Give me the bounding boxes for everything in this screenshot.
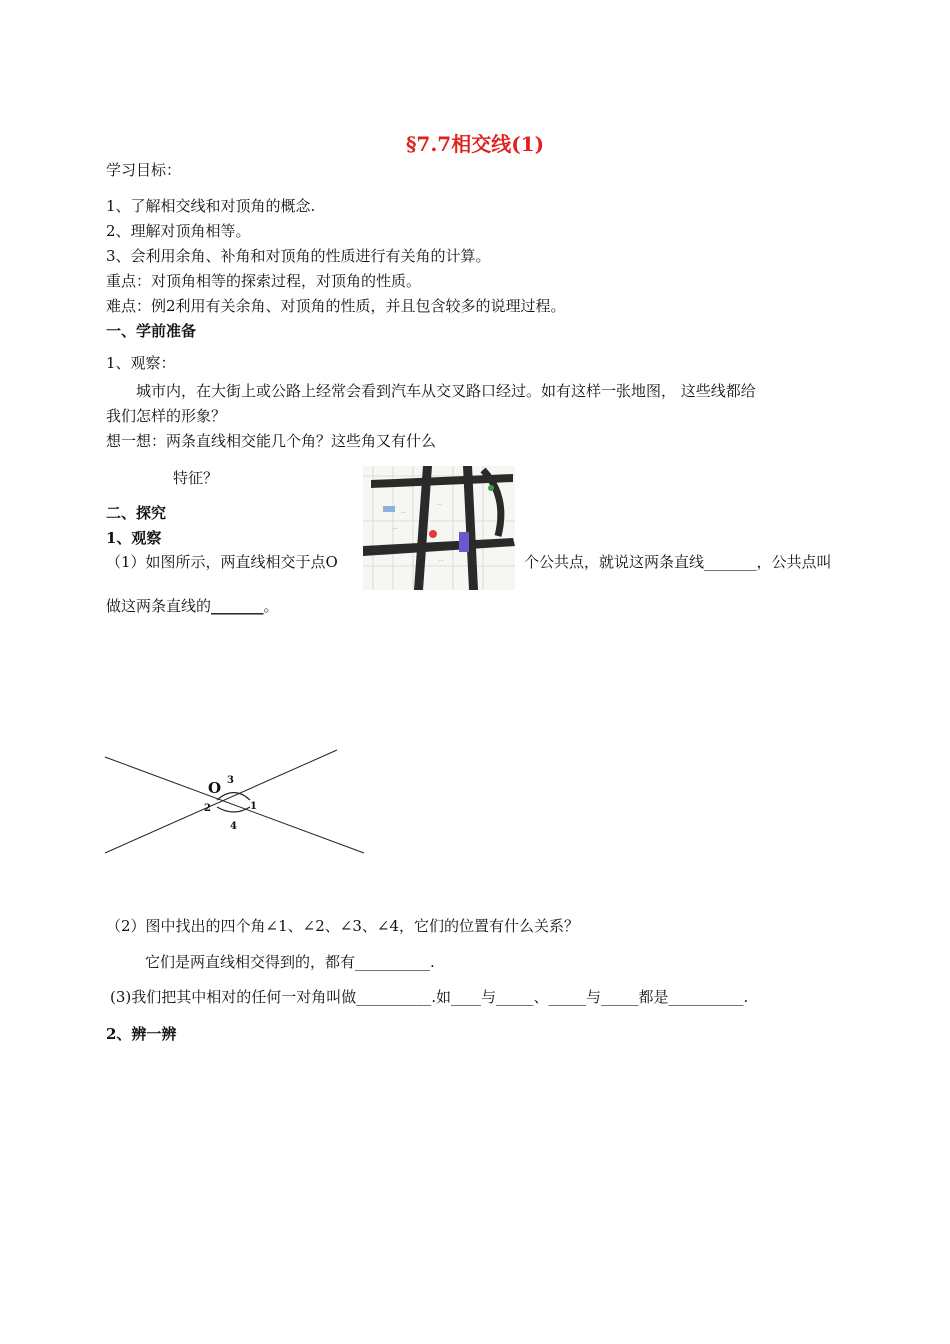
q3-text: (3)我们把其中相对的任何一对角叫做__________.如____与_____、_____与_____都是__________. — [110, 988, 749, 1006]
angle-1-label: 1 — [250, 801, 257, 812]
section2-sub1: 1、观察 — [106, 529, 162, 547]
think-line1: 想一想：两条直线相交能几个角？这些角又有什么 — [106, 432, 437, 450]
section1-heading: 一、学前准备 — [106, 322, 197, 340]
section1-sub1: 1、观察： — [106, 354, 176, 372]
svg-text:···: ··· — [401, 510, 406, 516]
angle-2-label: 2 — [204, 803, 211, 814]
angle-3-label: 3 — [227, 775, 234, 786]
objectives-heading: 学习目标： — [106, 161, 182, 179]
difficult-point: 难点：例2利用有关余角、对顶角的性质，并且包含较多的说理过程。 — [106, 297, 566, 315]
svg-text:···: ··· — [439, 558, 444, 564]
q1-line2 — [106, 596, 279, 616]
q2-text: （2）图中找出的四个角∠1、∠2、∠3、∠4，它们的位置有什么关系？ — [106, 917, 579, 935]
objective-item-1: 1、了解相交线和对顶角的概念. — [106, 197, 316, 215]
intersecting-lines-figure — [100, 745, 370, 861]
angle-4-label: 4 — [230, 821, 237, 832]
q1-line2-suffix: 。 — [263, 597, 279, 615]
svg-text:···: ··· — [393, 526, 398, 532]
objective-item-2: 2、理解对顶角相等。 — [106, 222, 251, 240]
q1-line2-blank: _______ — [211, 597, 264, 615]
point-o-label: O — [208, 779, 222, 797]
objective-item-3: 3、会利用余角、补角和对顶角的性质进行有关角的计算。 — [106, 247, 491, 265]
section2-heading: 二、探究 — [106, 504, 167, 522]
section1-para-line2: 我们怎样的形象？ — [106, 407, 227, 425]
section2-sub2: 2、辨一辨 — [106, 1025, 177, 1043]
key-point: 重点：对顶角相等的探索过程，对顶角的性质。 — [106, 272, 422, 290]
section1-para-line1: 城市内，在大街上或公路上经常会看到汽车从交叉路口经过。如有这样一张地图， 这些线都给 — [136, 382, 756, 400]
page-title: §7.7相交线(1) — [405, 132, 545, 156]
q1-part-b: 个公共点，就说这两条直线_______，公共点叫 — [524, 553, 832, 571]
svg-text:···: ··· — [437, 502, 442, 508]
think-line2: 特征？ — [173, 469, 219, 487]
q1-part-a: （1）如图所示，两直线相交于点O — [106, 553, 338, 571]
q1-line2-prefix: 做这两条直线的 — [106, 597, 212, 615]
q2-answer: 它们是两直线相交得到的，都有__________. — [145, 953, 435, 971]
angle-4-arc — [217, 807, 250, 812]
street-map-image — [363, 466, 515, 590]
